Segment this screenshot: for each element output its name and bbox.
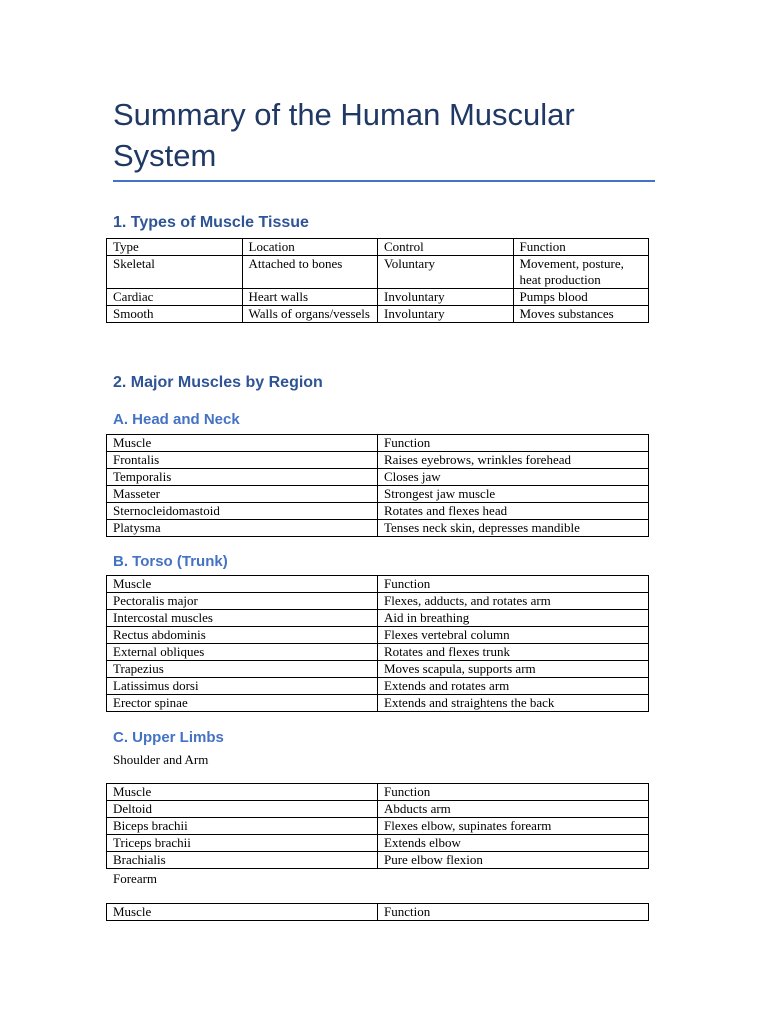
table-header-cell: Muscle xyxy=(107,576,378,593)
table-row xyxy=(107,818,649,835)
table-row xyxy=(107,644,649,661)
table-header-cell: Muscle xyxy=(107,784,378,801)
table-cell: Moves scapula, supports arm xyxy=(378,661,649,678)
table-cell: Closes jaw xyxy=(378,469,649,486)
subsection-heading-torso: B. Torso (Trunk) xyxy=(113,553,228,570)
table-cell: Frontalis xyxy=(107,452,378,469)
table-row xyxy=(107,306,649,323)
table-cell: Rectus abdominis xyxy=(107,627,378,644)
table-cell: Erector spinae xyxy=(107,695,378,712)
table-cell: Flexes vertebral column xyxy=(378,627,649,644)
table-cell: Pumps blood xyxy=(513,289,649,306)
table-cell: Flexes, adducts, and rotates arm xyxy=(378,593,649,610)
forearm-table xyxy=(106,903,649,921)
table-header-cell: Function xyxy=(378,904,649,921)
table-header-cell: Type xyxy=(107,239,243,256)
table-cell: Pectoralis major xyxy=(107,593,378,610)
table-header-row xyxy=(107,784,649,801)
table-cell: Moves substances xyxy=(513,306,649,323)
table-header-cell: Function xyxy=(378,784,649,801)
table-header-cell: Function xyxy=(513,239,649,256)
document-title: Summary of the Human Muscular System xyxy=(113,97,575,173)
table-cell: Deltoid xyxy=(107,801,378,818)
table-cell: Rotates and flexes head xyxy=(378,503,649,520)
table-cell: Extends and straightens the back xyxy=(378,695,649,712)
shoulder-arm-table xyxy=(106,783,649,869)
table-cell: Aid in breathing xyxy=(378,610,649,627)
table-cell: Trapezius xyxy=(107,661,378,678)
tissue-types-table xyxy=(106,238,649,323)
table-row xyxy=(107,627,649,644)
table-cell: Extends and rotates arm xyxy=(378,678,649,695)
table-row xyxy=(107,678,649,695)
table-cell: Skeletal xyxy=(107,256,243,289)
table-cell: Raises eyebrows, wrinkles forehead xyxy=(378,452,649,469)
table-cell: Brachialis xyxy=(107,852,378,869)
table-row xyxy=(107,256,649,289)
table-header-row xyxy=(107,435,649,452)
table-cell: Extends elbow xyxy=(378,835,649,852)
title-underline xyxy=(113,180,655,182)
table-cell: Strongest jaw muscle xyxy=(378,486,649,503)
table-row xyxy=(107,801,649,818)
table-cell: Involuntary xyxy=(378,289,514,306)
table-cell: Platysma xyxy=(107,520,378,537)
table-cell: Attached to bones xyxy=(242,256,378,289)
table-cell: Pure elbow flexion xyxy=(378,852,649,869)
table-cell: Temporalis xyxy=(107,469,378,486)
torso-table xyxy=(106,575,649,712)
table-header-cell: Function xyxy=(378,435,649,452)
head-neck-table xyxy=(106,434,649,537)
table-cell: Voluntary xyxy=(378,256,514,289)
table-cell: Triceps brachii xyxy=(107,835,378,852)
table-cell: Biceps brachii xyxy=(107,818,378,835)
table-cell: Involuntary xyxy=(378,306,514,323)
table-row xyxy=(107,661,649,678)
table-cell: External obliques xyxy=(107,644,378,661)
table-row xyxy=(107,593,649,610)
table-header-row xyxy=(107,239,649,256)
table-row xyxy=(107,469,649,486)
section-heading-tissue-types: 1. Types of Muscle Tissue xyxy=(113,214,309,231)
table-header-row xyxy=(107,576,649,593)
table-header-row xyxy=(107,904,649,921)
table-row xyxy=(107,289,649,306)
table-header-cell: Control xyxy=(378,239,514,256)
subsection-heading-head-neck: A. Head and Neck xyxy=(113,411,240,428)
table-cell: Sternocleidomastoid xyxy=(107,503,378,520)
shoulder-arm-label: Shoulder and Arm xyxy=(113,752,209,767)
table-header-cell: Muscle xyxy=(107,435,378,452)
table-header-cell: Function xyxy=(378,576,649,593)
table-header-cell: Muscle xyxy=(107,904,378,921)
table-cell: Cardiac xyxy=(107,289,243,306)
subsection-heading-upper-limbs: C. Upper Limbs xyxy=(113,729,224,746)
table-row xyxy=(107,835,649,852)
table-cell: Abducts arm xyxy=(378,801,649,818)
table-cell: Rotates and flexes trunk xyxy=(378,644,649,661)
table-row xyxy=(107,486,649,503)
table-cell: Flexes elbow, supinates forearm xyxy=(378,818,649,835)
table-row xyxy=(107,520,649,537)
forearm-label: Forearm xyxy=(113,871,158,886)
table-header-cell: Location xyxy=(242,239,378,256)
table-cell: Smooth xyxy=(107,306,243,323)
table-cell: Movement, posture, heat production xyxy=(513,256,649,289)
section-heading-major-muscles: 2. Major Muscles by Region xyxy=(113,374,323,391)
table-cell: Latissimus dorsi xyxy=(107,678,378,695)
table-cell: Tenses neck skin, depresses mandible xyxy=(378,520,649,537)
table-row xyxy=(107,610,649,627)
table-row xyxy=(107,503,649,520)
table-row xyxy=(107,452,649,469)
table-cell: Masseter xyxy=(107,486,378,503)
table-cell: Intercostal muscles xyxy=(107,610,378,627)
table-row xyxy=(107,695,649,712)
table-row xyxy=(107,852,649,869)
table-cell: Walls of organs/vessels xyxy=(242,306,378,323)
table-cell: Heart walls xyxy=(242,289,378,306)
